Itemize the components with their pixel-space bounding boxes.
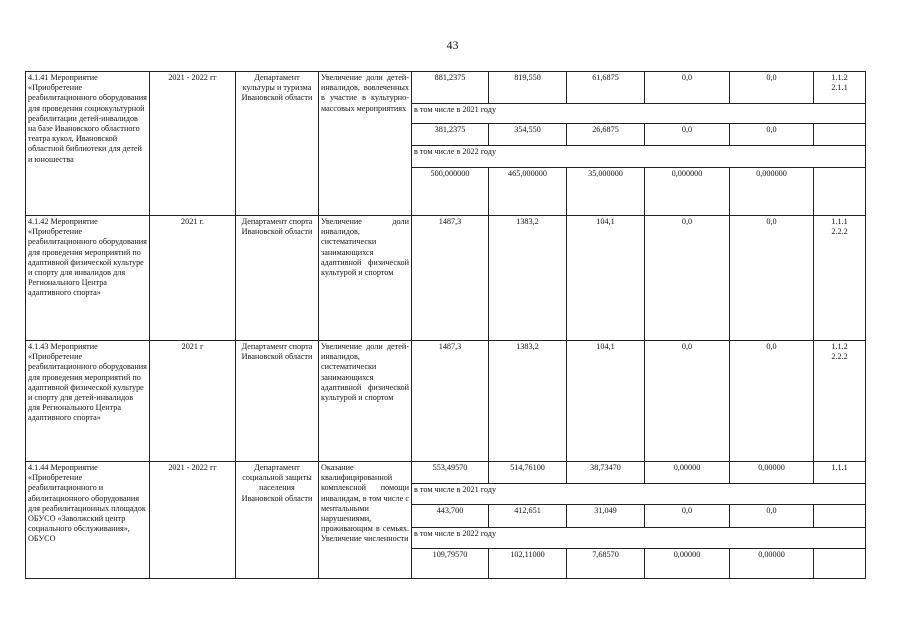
- value-cell: 104,1: [567, 216, 645, 341]
- measures-table: [25, 71, 866, 579]
- value-cell: 0,00000: [730, 462, 814, 484]
- value-cell: 500,000000: [412, 168, 489, 216]
- empty-cell: [814, 124, 866, 146]
- code-text: 1.1.2: [831, 342, 848, 351]
- value-cell: 819,550: [489, 72, 567, 104]
- value-cell: 26,6875: [567, 124, 645, 146]
- value-cell: 102,11000: [489, 549, 567, 579]
- result-cell: Оказание квалифицированной комплексной помощи инвалидам, в том числе с ментальными нарушениями, проживающим в семьях. Увеличение численности: [319, 462, 412, 579]
- value-cell: 553,49570: [412, 462, 489, 484]
- table-row: [26, 72, 866, 104]
- value-cell: 0,0: [645, 216, 730, 341]
- value-cell: 0,00000: [730, 549, 814, 579]
- value-cell: 0,000000: [730, 168, 814, 216]
- result-cell: Увеличение доли детей-инвалидов, систематически занимающихся адаптивной физической культурой и спортом: [319, 341, 412, 462]
- code-text: 2.2.2: [831, 227, 848, 237]
- value-cell: 1383,2: [489, 341, 567, 462]
- value-cell: 0,00000: [645, 462, 730, 484]
- value-cell: 354,550: [489, 124, 567, 146]
- period-cell: 2021 - 2022 гг: [150, 72, 236, 216]
- value-cell: 0,0: [730, 341, 814, 462]
- measure-cell: 4.1.44 Мероприятие «Приобретение реабилитационного и абилитационного оборудования для реабилитационных площадок ОБУСО «Заволжский центр социального обслуживания», ОБУСО: [26, 462, 150, 579]
- measure-cell: 4.1.43 Мероприятие «Приобретение реабилитационного оборудования для проведения мероприятий по адаптивной физической культуре и спорту для детей-инвалидов для Регионального Центра адаптивного спорта»: [26, 341, 150, 462]
- period-cell: 2021 г: [150, 341, 236, 462]
- value-cell: 0,0: [645, 124, 730, 146]
- value-cell: 0,000000: [645, 168, 730, 216]
- period-cell: 2021 г.: [150, 216, 236, 341]
- executor-cell: Департамент культуры и туризма Ивановской области: [236, 72, 319, 216]
- table-row: [26, 341, 866, 462]
- value-cell: 0,0: [730, 505, 814, 528]
- page-number: 43: [446, 38, 459, 52]
- value-cell: 0,0: [730, 124, 814, 146]
- value-cell: 412,651: [489, 505, 567, 528]
- value-cell: 0,0: [645, 505, 730, 528]
- value-cell: 514,76100: [489, 462, 567, 484]
- executor-cell: Департамент спорта Ивановской области: [236, 341, 319, 462]
- result-cell: Увеличение доли детей-инвалидов, вовлеченных в участие в культурно-массовых мероприятиях: [319, 72, 412, 216]
- subsection-label: в том числе в 2022 году: [412, 146, 866, 168]
- value-cell: 0,0: [645, 341, 730, 462]
- value-cell: 61,6875: [567, 72, 645, 104]
- executor-cell: Департамент спорта Ивановской области: [236, 216, 319, 341]
- code-text: 1.1.1: [831, 463, 848, 472]
- value-cell: 104,1: [567, 341, 645, 462]
- value-cell: 38,73470: [567, 462, 645, 484]
- codes-cell: [814, 341, 866, 462]
- executor-cell: Департамент социальной защиты населения Ивановской области: [236, 462, 319, 579]
- value-cell: 465,000000: [489, 168, 567, 216]
- measure-cell: 4.1.41 Мероприятие «Приобретение реабилитационного оборудования для проведения социокультурной реабилитации детей-инвалидов на базе Ивановского областного театра кукол, Ивановской областной библиотеки для детей и юношества: [26, 72, 150, 216]
- value-cell: 881,2375: [412, 72, 489, 104]
- measure-cell: 4.1.42 Мероприятие «Приобретение реабилитационного оборудования для проведения мероприятий по адаптивной физической культуре и спорту для инвалидов для Регионального Центра адаптивного спорта»: [26, 216, 150, 341]
- value-cell: 35,000000: [567, 168, 645, 216]
- period-cell: 2021 - 2022 гг: [150, 462, 236, 579]
- empty-cell: [814, 549, 866, 579]
- code-text: 2.2.2: [831, 352, 848, 362]
- codes-cell: [814, 462, 866, 484]
- value-cell: 381,2375: [412, 124, 489, 146]
- value-cell: 0,0: [730, 72, 814, 104]
- value-cell: 443,700: [412, 505, 489, 528]
- subsection-label: в том числе в 2021 году: [412, 484, 866, 505]
- value-cell: 0,0: [730, 216, 814, 341]
- table-row: [26, 216, 866, 341]
- value-cell: 1487,3: [412, 341, 489, 462]
- codes-cell: [814, 216, 866, 341]
- code-text: 1.1.1: [831, 217, 848, 226]
- value-cell: 1487,3: [412, 216, 489, 341]
- subsection-label: в том числе в 2021 году: [412, 104, 866, 124]
- value-cell: 0,0: [645, 72, 730, 104]
- value-cell: 109,79570: [412, 549, 489, 579]
- code-text: 2.1.1: [831, 83, 848, 93]
- empty-cell: [814, 168, 866, 216]
- subsection-label: в том числе в 2022 году: [412, 528, 866, 549]
- codes-cell: [814, 72, 866, 104]
- result-cell: Увеличение доли инвалидов, систематически занимающихся адаптивной физической культурой и спортом: [319, 216, 412, 341]
- value-cell: 0,00000: [645, 549, 730, 579]
- code-text: 1.1.2: [831, 73, 848, 82]
- value-cell: 1383,2: [489, 216, 567, 341]
- value-cell: 31,049: [567, 505, 645, 528]
- table-row: [26, 462, 866, 484]
- empty-cell: [814, 505, 866, 528]
- value-cell: 7,68570: [567, 549, 645, 579]
